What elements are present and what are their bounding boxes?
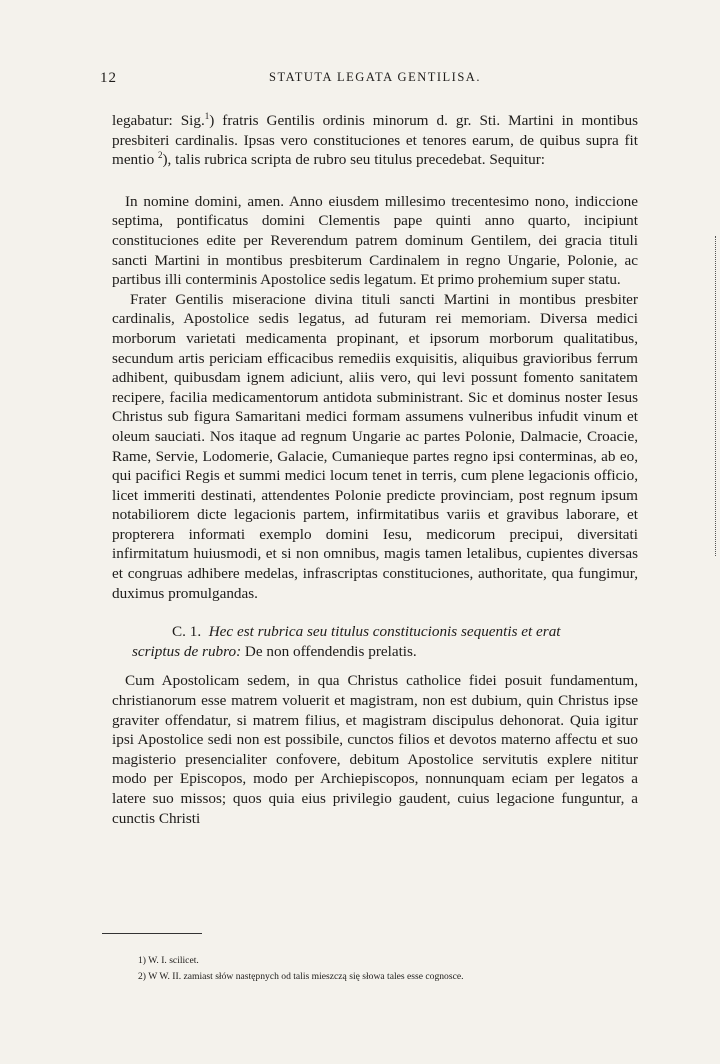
- paragraph-prologue: Frater Gentilis miseracione divina tituli sancti Martini in montibus presbiter cardinalis, Apostolice sedis legatus, ad futuram rei memoriam. Diversa medici morborum varietati medicamenta propinant, et ipsorum morborum qualitatibus, secundum artis periciam efficacibus remediis exquisitis, aliquibus gravioribus ferrum adhibent, quibusdam ignem adiciunt, aliis vero, qui levi possunt fomento sanitatem recipere, facilia medicamentorum antidota subministrant. Sic et dominus noster Iesus Christus sub figura Samaritani medici formam assumens vulneribus infudit vinum et oleum sauciati. Nos itaque ad regnum Ungarie ac partes Polonie, Dalmacie, Croacie, Rame, Servie, Lodomerie, Galacie, Cumanieque partes regno ipsi conterminas, ab eo, qui pacifici Regis et summi medici locum tenet in terris, cum plene legacionis officio, licet immeriti destinati, attendentes Polonie predicte provinciam, post regnum ipsum notabiliorem dicte legacionis partem, infirmitatibus variis et gravibus laborare, et propterera informati exemplo domini Iesu, medicorum precipui, diversitati infirmitatum huiusmodi, et si non omnibus, magis tamen letalibus, cupientes diversas et congruas adhibere medelas, infrascriptas constituciones, authoritate, qua fungimur, duximus promulgandas.: [112, 290, 638, 602]
- chapter-rubric: Hec est rubrica seu titulus constitucionis sequentis et erat: [208, 623, 561, 641]
- page-number: 12: [100, 70, 117, 86]
- binding-edge: [715, 236, 720, 556]
- footnote-text: W W. II. zamiast słów następnych od talis mieszczą się słowa tales esse cognosce.: [148, 970, 464, 982]
- intro-paragraph: [112, 111, 638, 170]
- footnote-text: W. I. scilicet.: [148, 955, 199, 966]
- main-text: [112, 111, 638, 828]
- footnote-1: [138, 953, 658, 969]
- chapter-heading: [112, 622, 638, 642]
- chapter-title: De non offendendis prelatis.: [241, 642, 417, 660]
- footnote-mark: 1): [138, 955, 146, 966]
- footnote-rule: [102, 933, 202, 934]
- footnote-2: [138, 969, 658, 985]
- page-header: [100, 70, 650, 90]
- chapter-paragraph: Cum Apostolicam sedem, in qua Christus catholice fidei posuit fundamentum, christianorum esse matrem voluerit et magistram, non est dubium, quin Christus ipse graviter offendatur, si matrem filius, et magistram discipulus dehonorat. Quia igitur ipsi Apostolice sedi non est possibile, cunctos filios et devotos materno affectu et suo magisterio presencialiter confovere, debitum Apostolice servitutis explere nititur modo per Episcopos, modo per Archiepiscopos, nonnunquam eciam per legatos a latere suo missos; quos quia eius privilegio gaudent, cuius legacione funguntur, a cunctis Christi: [112, 672, 638, 827]
- running-title: STATUTA LEGATA GENTILISA.: [269, 70, 481, 84]
- chapter-heading-cont: [112, 642, 638, 662]
- intro-text-2: ) fratris Gentilis ordinis minorum d. gr. Sti. Martini in montibus presbiteri cardinalis. Ipsas vero constituciones et tenores earum, de quibus supra fit mentio: [112, 112, 638, 169]
- paragraph-invocation: In nomine domini, amen. Anno eiusdem millesimo trecentesimo nono, indiccione septima, pontificatus domini Clementis pape quinti anno quarto, incipiunt constituciones edite per Reverendum patrem dominum Gentilem, dei gracia tituli sancti Martini in montibus presbiterum Cardinalem in regno Ungarie, Polonie, ac partibus illi conterminis Apostolice sedis legatum. Et primo prohemium super statu.: [112, 192, 638, 289]
- footnotes: [138, 953, 658, 984]
- chapter-rubric-end: scriptus de rubro:: [132, 642, 242, 660]
- chapter-number: C. 1.: [172, 623, 202, 641]
- intro-text-3: ), talis rubrica scripta de rubro seu titulus precedebat. Sequitur:: [162, 151, 546, 169]
- footnote-ref-1: 1: [204, 110, 210, 121]
- intro-text-1: legabatur: Sig.: [112, 112, 205, 129]
- footnote-ref-2: 2: [157, 150, 163, 161]
- footnote-mark: 2): [138, 970, 146, 982]
